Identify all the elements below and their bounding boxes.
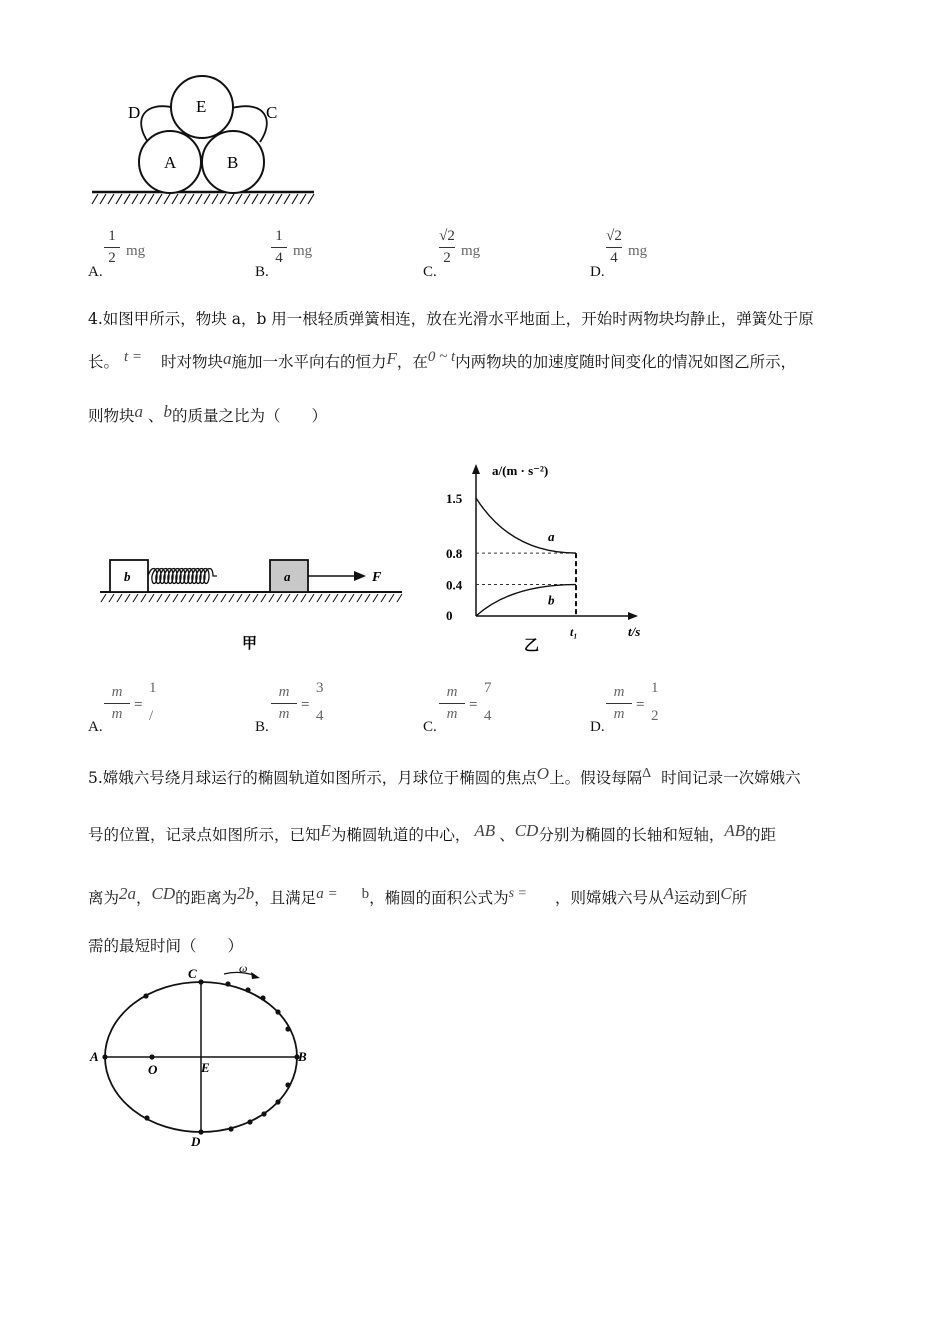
caption-jia: 甲	[242, 636, 258, 652]
fraction-denominator: m	[111, 706, 123, 722]
q4-line-2: 长。 t = 时对物块a施加一水平向右的恒力F，在0 ~ t内两物块的加速度随时间变化的情况如图乙所示，	[88, 349, 797, 371]
q4-line-3: 则物块a 、b的质量之比为（ ）	[88, 402, 327, 425]
label-A: A	[164, 153, 177, 172]
q3-option-3-label[interactable]: D.	[590, 264, 605, 280]
q4-option-1-ratio-bottom: 4	[316, 708, 324, 724]
ellipse-label-A: A	[90, 1049, 99, 1064]
q3-option-2-fraction	[439, 228, 455, 267]
caption-yi: 乙	[524, 638, 540, 654]
q4-option-2-ratio-bottom: 4	[484, 708, 492, 724]
ellipse-orbit-figure	[84, 962, 314, 1152]
q3-option-1-label[interactable]: B.	[255, 264, 269, 280]
q4-line-1: 4.如图甲所示，物块 a，b 用一根轻质弹簧相连，放在光滑水平地面上，开始时两物块均静止，弹簧处于原	[88, 310, 814, 328]
q5-line-3: 离为2a，CD的距离为2b，且满足a = b，椭圆的面积公式为s = ，则嫦娥六号从A运动到C所	[88, 884, 748, 907]
spring-blocks-figure	[96, 548, 406, 658]
omega-label: ω	[239, 962, 248, 975]
q3-option-2-unit: mg	[461, 243, 481, 259]
label-B: B	[227, 153, 239, 172]
fraction-numerator: m	[111, 684, 123, 700]
fraction-numerator: m	[278, 684, 290, 700]
q3-option-1-fraction	[271, 228, 287, 267]
ellipse-label-O: O	[148, 1062, 158, 1077]
fraction-denominator: 2	[108, 250, 116, 266]
q3-option-0-unit: mg	[126, 243, 146, 259]
q4-option-3-label[interactable]: D.	[590, 719, 605, 735]
block-b-label: b	[124, 569, 131, 584]
q5-line-2: 号的位置，记录点如图所示，已知E为椭圆轨道的中心， AB 、CD分别为椭圆的长轴和短轴，AB的距	[88, 821, 777, 844]
q4-option-2-label[interactable]: C.	[423, 719, 437, 735]
q4-option-2-equals: =	[469, 697, 478, 713]
x-tick-label: t₁	[570, 625, 578, 639]
series-label-b: b	[548, 592, 555, 608]
cylinders-figure	[88, 70, 328, 215]
q3-option-0-fraction	[104, 228, 120, 267]
series-line-a	[476, 498, 576, 553]
series-line-b	[476, 585, 576, 616]
q3-option-3-unit: mg	[628, 243, 648, 259]
fraction-numerator: m	[446, 684, 458, 700]
fraction-denominator: m	[446, 706, 458, 722]
q4-option-0-ratio-bottom: /	[149, 708, 154, 724]
ellipse-label-D: D	[191, 1134, 201, 1149]
fraction-numerator: 1	[108, 228, 116, 244]
q3-option-0-label[interactable]: A.	[88, 264, 103, 280]
fraction-denominator: 4	[275, 250, 283, 266]
q4-option-0-mass-ratio	[104, 684, 130, 723]
acceleration-chart	[440, 458, 660, 658]
fraction-denominator: 4	[610, 250, 618, 266]
y-tick-label: 0.8	[446, 546, 463, 562]
y-tick-label: 0	[446, 608, 453, 623]
series-label-a: a	[548, 529, 555, 545]
q4-option-1-mass-ratio	[271, 684, 297, 723]
q5-line-1: 5.嫦娥六号绕月球运行的椭圆轨道如图所示，月球位于椭圆的焦点O上。假设每隔Δ 时间记录一次嫦娥六	[88, 764, 801, 787]
fraction-denominator: 2	[443, 250, 451, 266]
block-a-label: a	[284, 569, 291, 584]
fraction-numerator: √2	[439, 228, 455, 244]
ellipse-label-E: E	[201, 1060, 210, 1075]
force-label: F	[372, 570, 382, 585]
fraction-denominator: m	[613, 706, 625, 722]
q4-option-3-ratio-bottom: 2	[651, 708, 659, 724]
q4-option-1-ratio-top: 3	[316, 680, 324, 696]
ellipse-label-C: C	[188, 966, 197, 981]
label-D: D	[128, 103, 141, 122]
label-C: C	[266, 103, 278, 122]
q4-option-1-equals: =	[301, 697, 310, 713]
q4-option-3-ratio-top: 1	[651, 680, 659, 696]
q5-line-4: 需的最短时间（ ）	[88, 937, 244, 955]
q4-option-3-equals: =	[636, 697, 645, 713]
q4-option-0-label[interactable]: A.	[88, 719, 103, 735]
q3-option-1-unit: mg	[293, 243, 313, 259]
ellipse-label-B: B	[298, 1049, 307, 1064]
x-axis-label: t/s	[628, 624, 641, 639]
fraction-numerator: m	[613, 684, 625, 700]
fraction-numerator: 1	[275, 228, 283, 244]
q4-option-0-ratio-top: 1	[149, 680, 157, 696]
y-tick-label: 0.4	[446, 577, 463, 593]
label-E: E	[196, 97, 207, 116]
q4-option-2-ratio-top: 7	[484, 680, 492, 696]
q4-option-0-equals: =	[134, 697, 143, 713]
y-axis-label: a/(m · s⁻²)	[492, 463, 549, 478]
q3-option-3-fraction	[606, 228, 622, 267]
q4-option-1-label[interactable]: B.	[255, 719, 269, 735]
y-tick-label: 1.5	[446, 491, 463, 506]
fraction-numerator: √2	[606, 228, 622, 244]
fraction-denominator: m	[278, 706, 290, 722]
q3-option-2-label[interactable]: C.	[423, 264, 437, 280]
q4-option-2-mass-ratio	[439, 684, 465, 723]
q4-option-3-mass-ratio	[606, 684, 632, 723]
